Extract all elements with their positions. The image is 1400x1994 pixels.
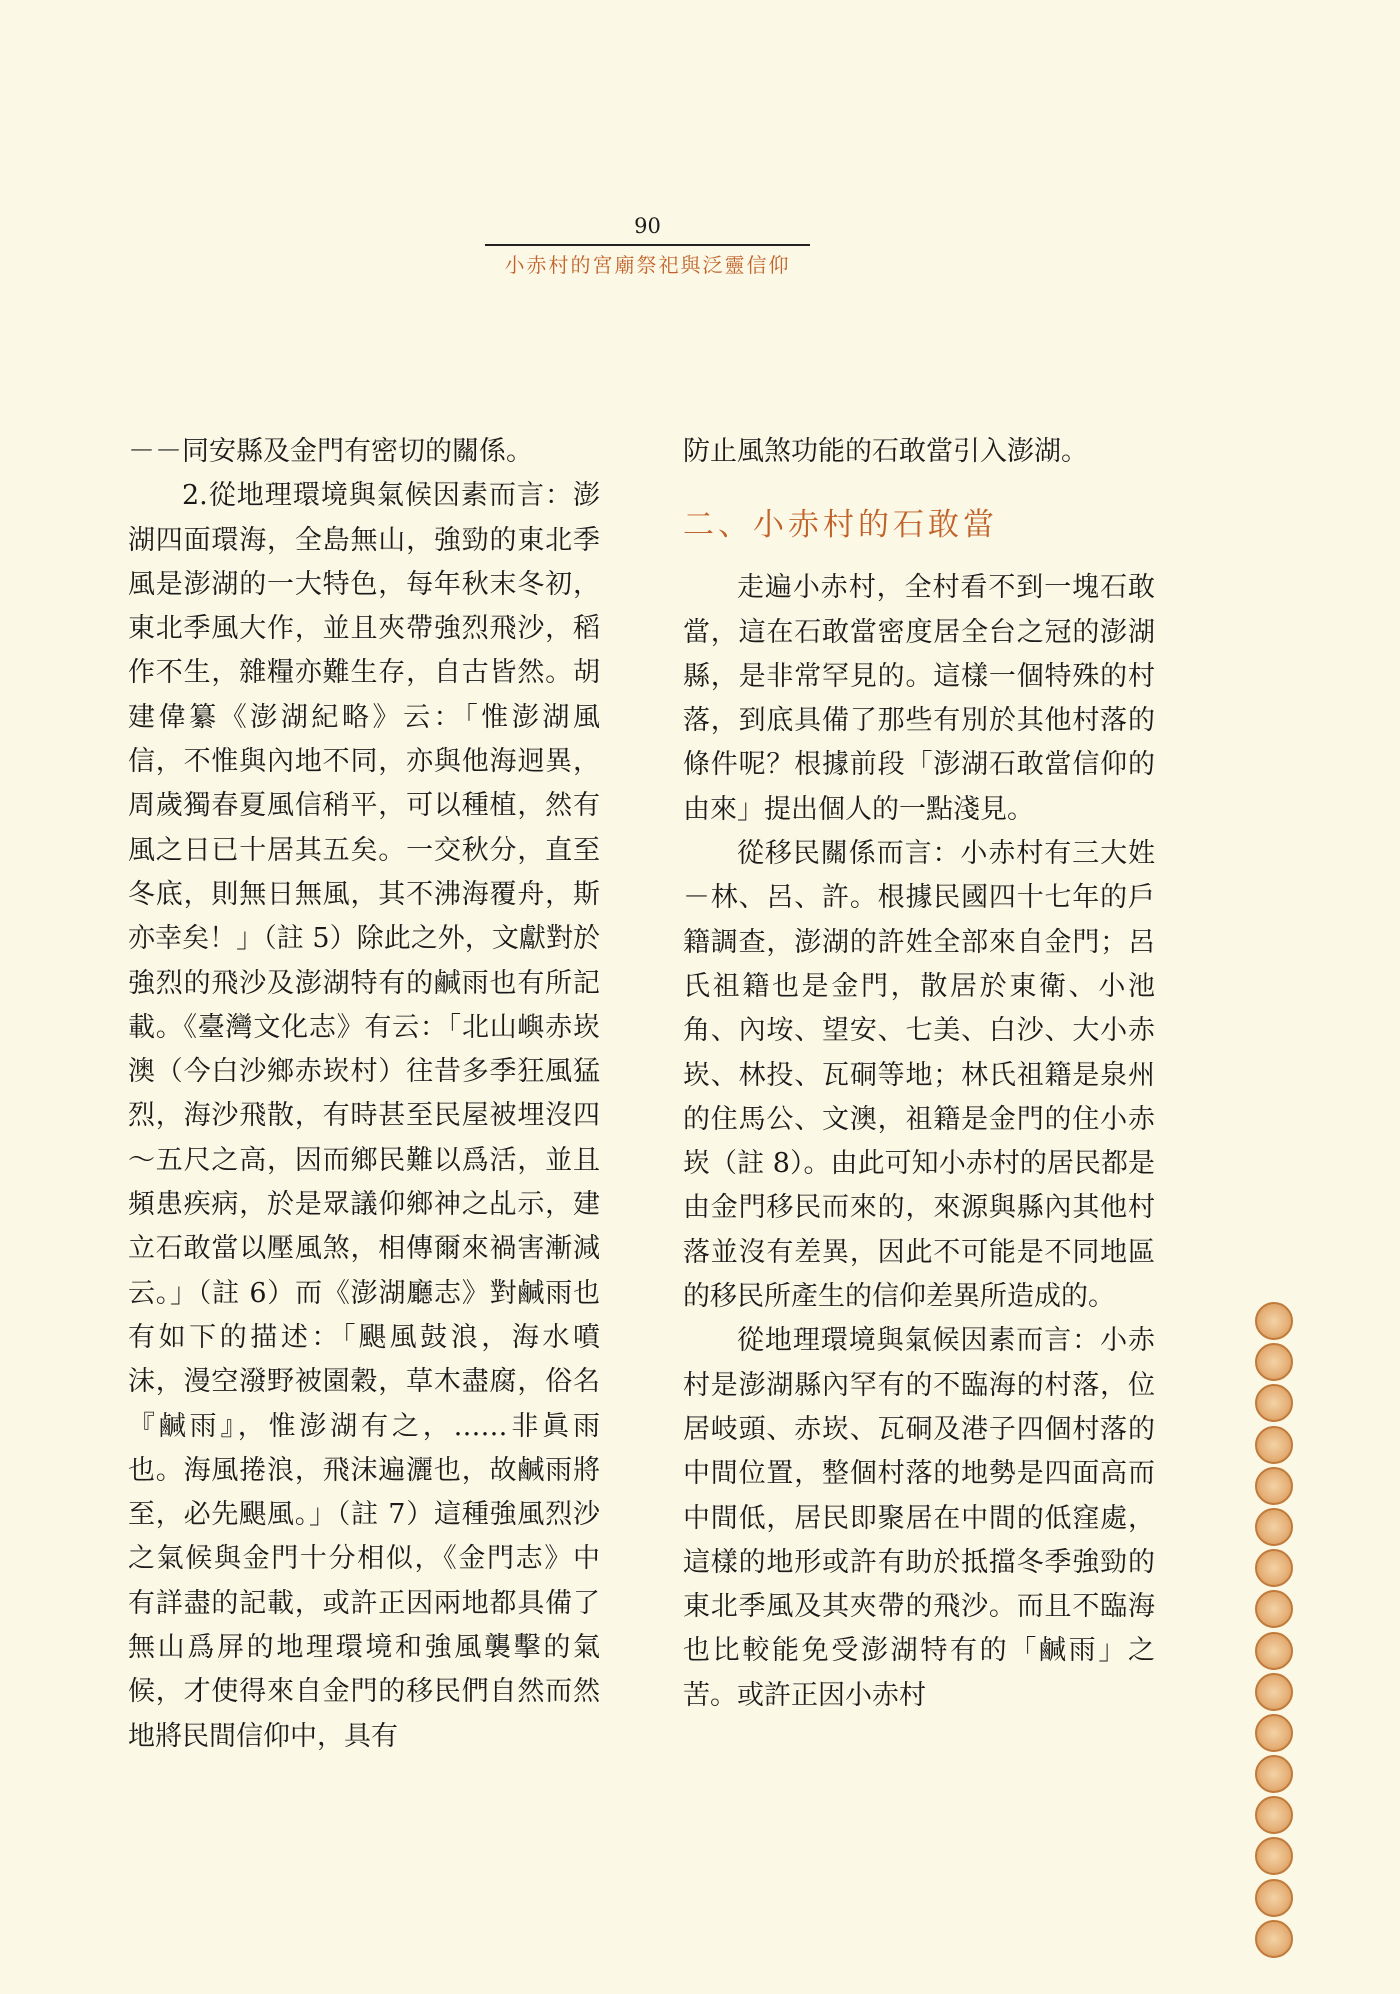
paragraph: 防止風煞功能的石敢當引入澎湖。 — [683, 436, 1088, 467]
seal-icon — [1255, 1467, 1293, 1505]
seal-icon — [1255, 1343, 1293, 1381]
seal-icon — [1255, 1508, 1293, 1546]
running-title: 小赤村的宮廟祭祀與泛靈信仰 — [504, 253, 791, 277]
paragraph: －－同安縣及金門有密切的關係。 — [128, 436, 533, 467]
section-heading: 二、小赤村的石敢當 — [683, 507, 998, 544]
seal-icon — [1255, 1920, 1293, 1958]
seal-icon — [1255, 1673, 1293, 1711]
seal-icon — [1255, 1549, 1293, 1587]
seal-icon — [1255, 1384, 1293, 1422]
paragraph: 從移民關係而言：小赤村有三大姓－林、呂、許。根據民國四十七年的戶籍調查，澎湖的許姓全部來自金門；呂氏祖籍也是金門，散居於東衛、小池角、內垵、望安、七美、白沙、大小赤崁、林投、瓦硐等地；林氏祖籍是泉州的住馬公、文澳，祖籍是金門的住小赤崁（註 8）。由此可知小赤村的居民都是由金門移民而來的，來源與縣內其他村落並沒有差異，因此不可能是不同地區的移民所產生的信仰差異所造成的。 — [683, 838, 1155, 1313]
left-column — [128, 430, 600, 1759]
seal-icon — [1255, 1632, 1293, 1670]
seal-icon — [1255, 1879, 1293, 1917]
page-number: 90 — [634, 214, 661, 238]
seal-icon — [1255, 1714, 1293, 1752]
header-divider — [485, 244, 810, 246]
seal-icon — [1255, 1837, 1293, 1875]
seal-icon — [1255, 1590, 1293, 1628]
paragraph: 走遍小赤村，全村看不到一塊石敢當，這在石敢當密度居全台之冠的澎湖縣，是非常罕見的。這樣一個特殊的村落，到底具備了那些有別於其他村落的條件呢？根據前段「澎湖石敢當信仰的由來」提出個人的一點淺見。 — [683, 572, 1155, 825]
seal-icon — [1255, 1755, 1293, 1793]
seal-icon — [1255, 1426, 1293, 1464]
paragraph: 2.從地理環境與氣候因素而言：澎湖四面環海，全島無山，強勁的東北季風是澎湖的一大特色，每年秋末冬初，東北季風大作，並且夾帶強烈飛沙，稻作不生，雜糧亦難生存，自古皆然。胡建偉纂《澎湖紀略》云：「惟澎湖風信，不惟與內地不同，亦與他海迥異，周歲獨春夏風信稍平，可以種植，然有風之日已十居其五矣。一交秋分，直至冬底，則無日無風，其不沸海覆舟，斯亦幸矣！」（註 5）除此之外，文獻對於強烈的飛沙及澎湖特有的鹹雨也有所記載。《臺灣文化志》有云：「北山嶼赤崁澳（今白沙鄉赤崁村）往昔多季狂風猛烈，海沙飛散，有時甚至民屋被埋沒四～五尺之高，因而鄉民難以爲活，並且頻患疾病，於是眾議仰鄉神之乩示，建立石敢當以壓風煞，相傳爾來禍害漸減云。」（註 6）而《澎湖廳志》對鹹雨也有如下的描述：「颶風鼓浪，海水噴沫，漫空潑野被園穀，草木盡腐，俗名『鹹雨』，惟澎湖有之，……非眞雨也。海風捲浪，飛沫遍灑也，故鹹雨將至，必先颶風。」（註 7）這種強風烈沙之氣候與金門十分相似，《金門志》中有詳盡的記載，或許正因兩地都具備了無山爲屏的地理環境和強風襲擊的氣候，才使得來自金門的移民們自然而然地將民間信仰中，具有 — [128, 480, 600, 1752]
seal-icon — [1255, 1302, 1293, 1340]
seal-ornament-icon — [1252, 1302, 1296, 1961]
paragraph: 從地理環境與氣候因素而言：小赤村是澎湖縣內罕有的不臨海的村落，位居岐頭、赤崁、瓦硐及港子四個村落的中間位置，整個村落的地勢是四面高而中間低，居民即聚居在中間的低窪處，這樣的地形或許有助於抵擋冬季強勁的東北季風及其夾帶的飛沙。而且不臨海也比較能免受澎湖特有的「鹹雨」之苦。或許正因小赤村 — [683, 1325, 1155, 1711]
seal-icon — [1255, 1796, 1293, 1834]
page-header — [485, 212, 810, 278]
right-column — [683, 430, 1155, 1718]
